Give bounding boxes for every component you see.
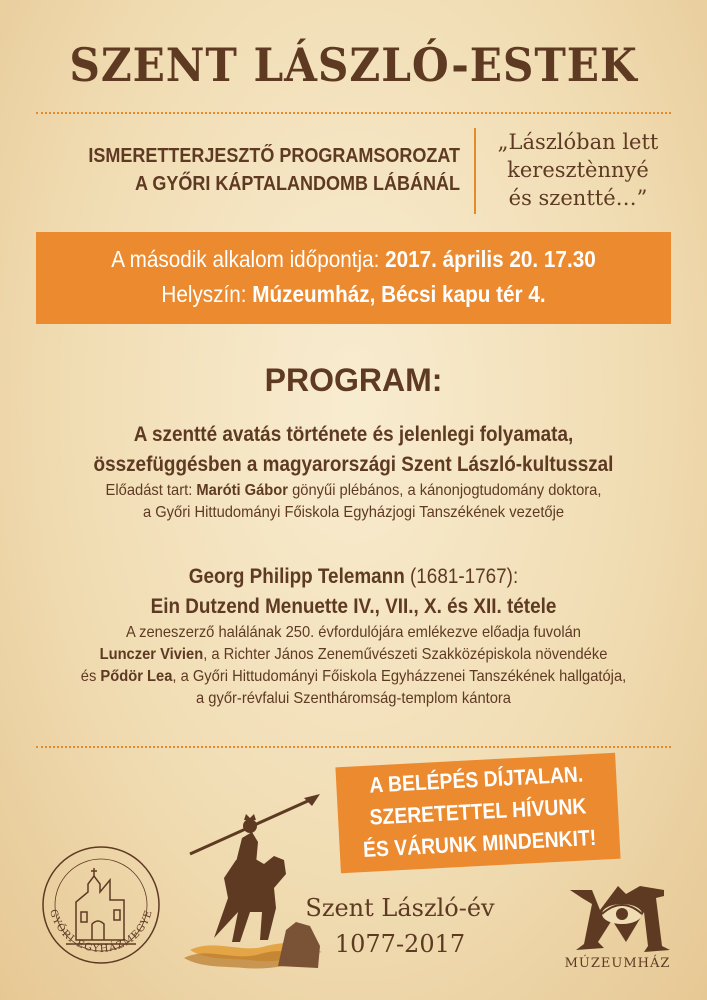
item2-work: Ein Dutzend Menuette IV., VII., X. és XII. tétele (150, 595, 557, 618)
banner-line-1: A BELÉPÉS DÍJTALAN. (368, 761, 584, 798)
quote-line-3: és szentté…” (508, 186, 648, 210)
item2-desc-2-line (47, 644, 661, 666)
item2-desc-3: , a Győri Hittudományi Főiskola Egyházzenei Tanszékének hallgatója, (172, 668, 627, 685)
poster-title: SZENT LÁSZLÓ-ESTEK (69, 38, 638, 92)
place-value: Múzeumház, Bécsi kapu tér 4. (252, 281, 546, 307)
composer-name: Georg Philipp Telemann (188, 565, 405, 588)
date-value: 2017. április 20. 17.30 (385, 246, 596, 272)
program-item-2 (20, 562, 687, 710)
free-entry-banner (335, 753, 620, 874)
subtitle-line-2: A GYŐRI KÁPTALANDOMB LÁBÁNÁL (135, 173, 460, 195)
date-place-box (36, 232, 671, 324)
item1-speaker-line (47, 480, 661, 502)
event-name: Szent László-év (305, 894, 495, 922)
item2-composer-line (53, 562, 653, 592)
item1-speaker-desc-2: a Győri Hittudományi Főiskola Egyházjogi Tanszékének vezetője (142, 504, 565, 521)
item2-desc-2: , a Richter János Zeneművészeti Szakközépiskola növendéke (203, 646, 608, 663)
program-heading: PROGRAM: (264, 362, 443, 398)
place-line (68, 277, 640, 312)
item2-desc-4: a győr-révfalui Szentháromság-templom kántora (196, 690, 511, 707)
item2-desc-3-line (47, 666, 661, 688)
quote (478, 128, 678, 212)
speaker-name: Maróti Gábor (196, 482, 288, 499)
performer-1: Lunczer Vivien (99, 646, 204, 663)
event-years: 1077-2017 (334, 930, 466, 958)
diocese-seal-logo (36, 840, 166, 970)
composer-years: (1681-1767): (410, 565, 519, 588)
item2-desc-1: A zeneszerző halálának 250. évfordulójára emlékezve előadja fuvolán (126, 624, 581, 641)
banner-line-2: SZERETETTEL HÍVUNK (368, 793, 587, 830)
bottom-divider (36, 746, 671, 748)
seal-text-path: GYŐRI EGYHÁZMEGYE (47, 908, 155, 956)
quote-line-1: „Lászlóban lett (497, 130, 659, 154)
subtitle (82, 142, 460, 198)
museum-logo (552, 880, 682, 960)
item1-title-line-1: A szentté avatás története és jelenlegi folyamata, (133, 423, 574, 446)
performer-2: Pődör Lea (100, 668, 173, 685)
item1-title-line-2: összefüggésben a magyarországi Szent László-kultusszal (93, 453, 614, 476)
date-line (68, 242, 640, 277)
subtitle-line-1: ISMERETTERJESZTŐ PROGRAMSOROZAT (88, 145, 461, 167)
museum-label: MÚZEUMHÁZ (564, 956, 671, 971)
item2-desc-3-prefix: és (80, 668, 97, 685)
top-divider (36, 112, 671, 114)
place-label: Helyszín: (161, 281, 247, 307)
speaker-prefix: Előadást tart: (105, 482, 193, 499)
vertical-divider (474, 128, 476, 214)
date-label: A második alkalom időpontja: (111, 246, 380, 272)
event-year-text (300, 890, 500, 962)
quote-line-2: keresztènnyé (507, 158, 649, 182)
speaker-desc-1: gönyűi plébános, a kánonjogtudomány doktora, (292, 482, 602, 499)
program-item-1 (20, 420, 687, 524)
banner-line-3: ÉS VÁRUNK MINDENKIT! (362, 824, 597, 863)
